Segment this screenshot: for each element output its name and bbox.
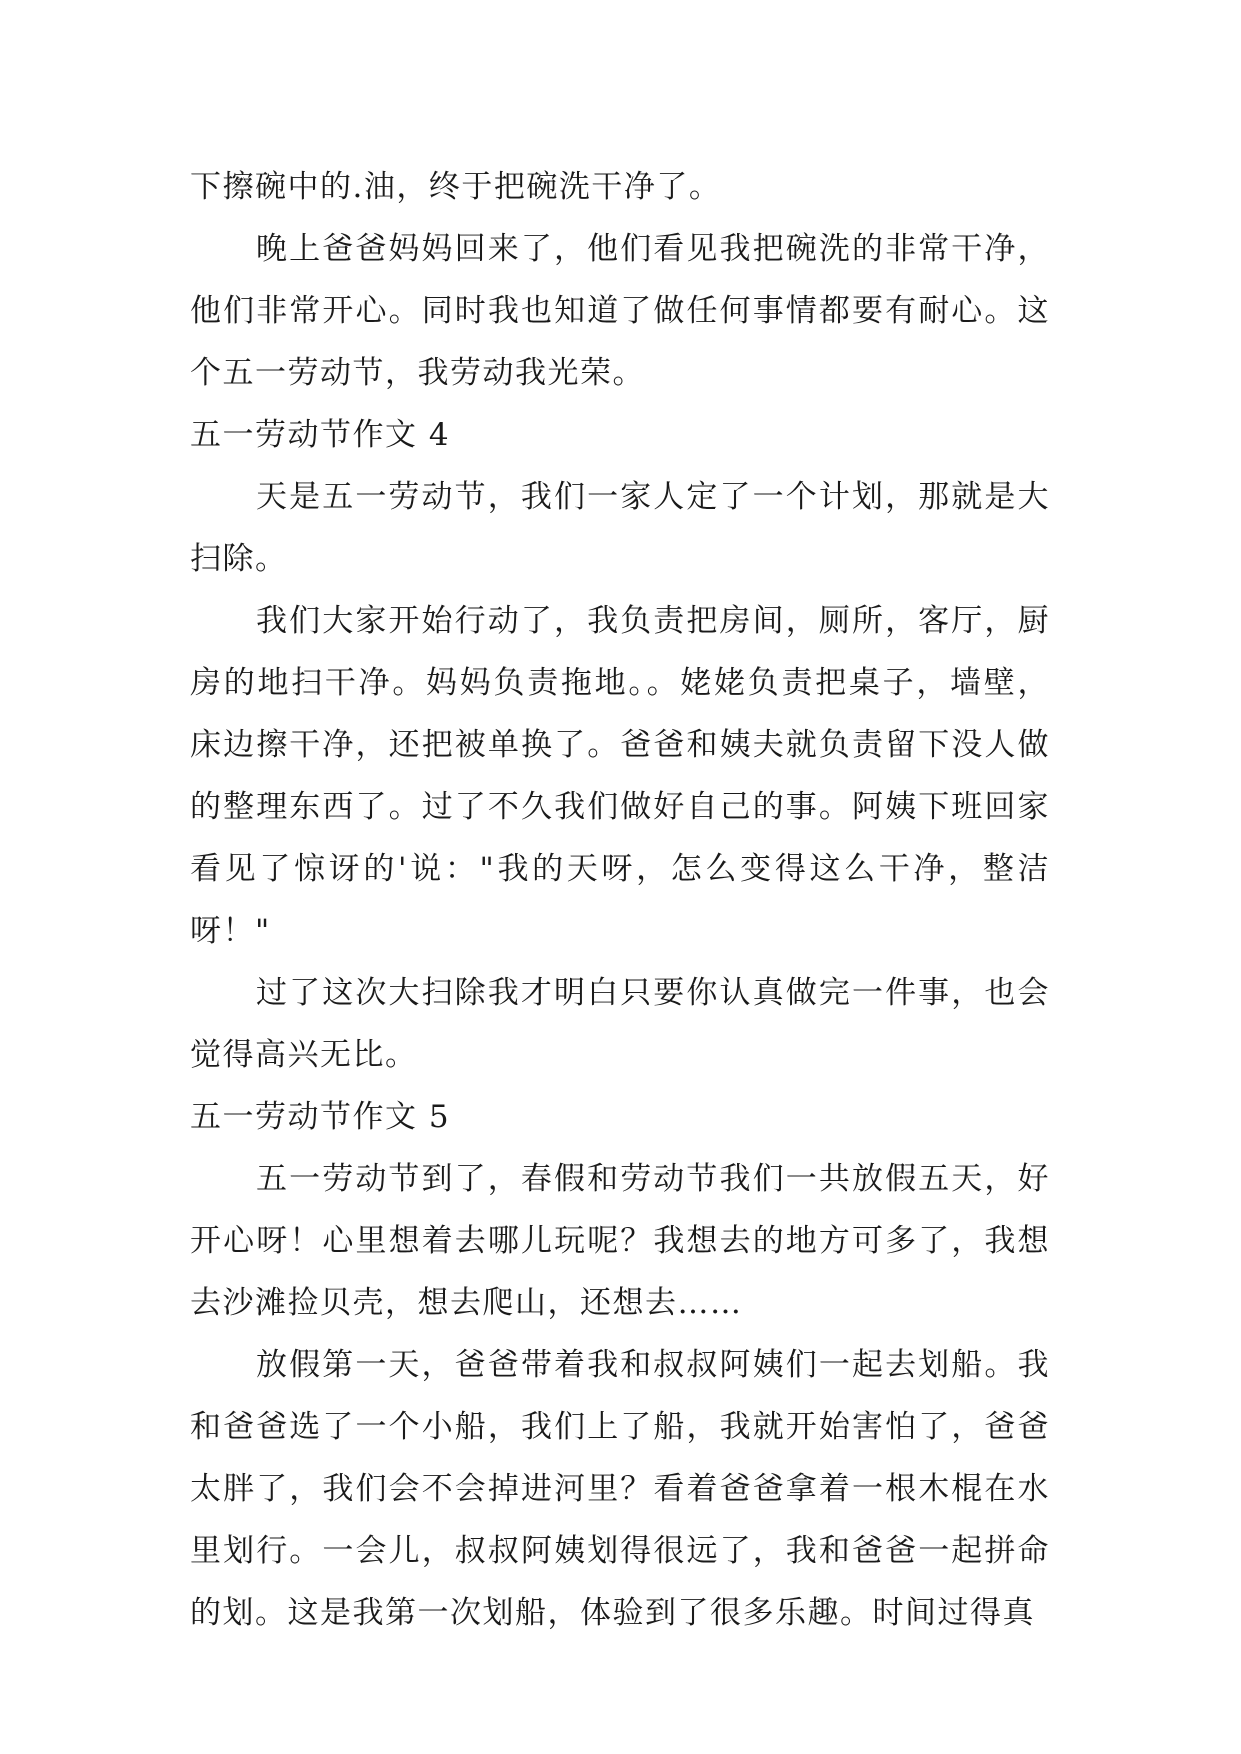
paragraph-boating: 放假第一天，爸爸带着我和叔叔阿姨们一起去划船。我和爸爸选了一个小船，我们上了船，我就开始害怕了，爸爸太胖了，我们会不会掉进河里？看着爸爸拿着一根木棍在水里划行。一会儿，叔叔阿姨划得很远了，我和爸爸一起拼命的划。这是我第一次划船，体验到了很多乐趣。时间过得真 bbox=[190, 1347, 1050, 1631]
paragraph-cleaning-tasks: 我们大家开始行动了，我负责把房间，厕所，客厅，厨房的地扫干净。妈妈负责拖地。。姥姥负责把桌子，墙壁，床边擦干净，还把被单换了。爸爸和姨夫就负责留下没人做的整理东西了。过了不久我们做好自己的事。阿姨下班回家看见了惊讶的'说："我的天呀，怎么变得这么干净，整洁呀！" bbox=[190, 603, 1050, 949]
paragraph-continuation: 下擦碗中的.油，终于把碗洗干净了。 bbox=[190, 169, 722, 205]
document-body bbox=[190, 156, 1050, 1644]
paragraph-cleaning-conclusion: 过了这次大扫除我才明白只要你认真做完一件事，也会觉得高兴无比。 bbox=[190, 975, 1050, 1073]
paragraph-cleaning-plan: 天是五一劳动节，我们一家人定了一个计划，那就是大扫除。 bbox=[190, 479, 1050, 577]
paragraph-parents-return: 晚上爸爸妈妈回来了，他们看见我把碗洗的非常干净，他们非常开心。同时我也知道了做任何事情都要有耐心。这个五一劳动节，我劳动我光荣。 bbox=[190, 231, 1050, 391]
paragraph-holiday-plans: 五一劳动节到了，春假和劳动节我们一共放假五天，好开心呀！心里想着去哪儿玩呢？我想去的地方可多了，我想去沙滩捡贝壳，想去爬山，还想去…… bbox=[190, 1161, 1050, 1321]
essay-heading-5: 五一劳动节作文 5 bbox=[190, 1099, 451, 1135]
essay-heading-4: 五一劳动节作文 4 bbox=[190, 417, 451, 453]
